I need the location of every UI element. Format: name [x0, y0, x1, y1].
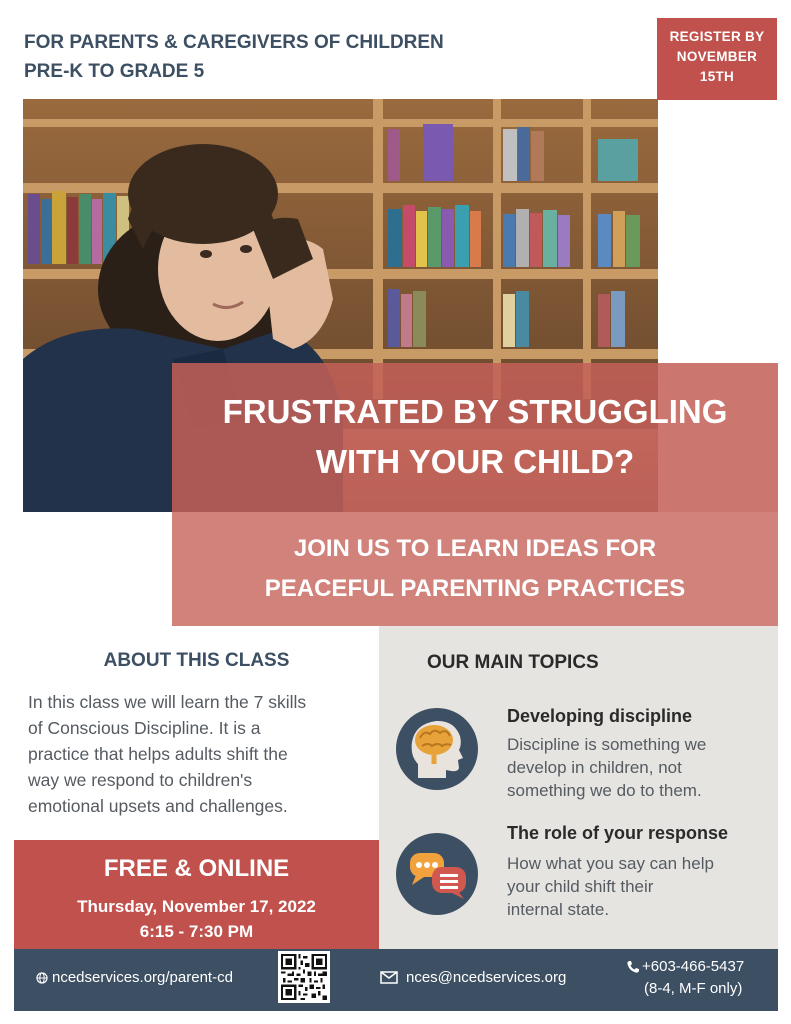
topic-line: develop in children, not [507, 758, 682, 777]
headline-banner [172, 363, 778, 512]
mail-icon [380, 971, 398, 984]
event-date: Thursday, November 17, 2022 [77, 897, 316, 916]
brain-head-icon [396, 708, 478, 790]
website-text: ncedservices.org/parent-cd [52, 969, 233, 986]
topic-heading: Developing discipline [507, 706, 693, 726]
about-line: of Conscious Discipline. It is a [28, 718, 261, 738]
about-description [28, 689, 368, 819]
register-by-badge [657, 18, 777, 100]
topics-panel [379, 626, 778, 949]
topic-line: internal state. [507, 900, 610, 919]
price-format-label: FREE & ONLINE [103, 855, 290, 882]
about-line: emotional upsets and challenges. [28, 796, 288, 816]
email-text: nces@ncedservices.org [406, 969, 567, 986]
register-line-3: 15TH [699, 69, 735, 84]
topics-title: OUR MAIN TOPICS [427, 652, 599, 673]
join-line-2: PEACEFUL PARENTING PRACTICES [264, 575, 686, 602]
event-details-box [14, 840, 379, 949]
topic-line: something we do to them. [507, 781, 702, 800]
about-line: In this class we will learn the 7 skills [28, 692, 307, 712]
about-line: practice that helps adults shift the [28, 744, 288, 764]
join-us-banner [172, 512, 778, 626]
headline-line-2: WITH YOUR CHILD? [315, 443, 635, 480]
topic-line: How what you say can help [507, 854, 714, 873]
topic-line: Discipline is something we [507, 735, 707, 754]
about-title: ABOUT THIS CLASS [103, 650, 290, 671]
join-line-1: JOIN US TO LEARN IDEAS FOR [293, 535, 657, 562]
register-line-2: NOVEMBER [676, 49, 758, 64]
audience-line-2: PRE-K TO GRADE 5 [24, 61, 205, 82]
topic-heading: The role of your response [507, 823, 729, 843]
topic-description [507, 733, 706, 802]
event-time: 6:15 - 7:30 PM [139, 922, 254, 941]
email-link[interactable] [380, 969, 566, 986]
website-link[interactable] [36, 969, 233, 986]
audience-line-1: FOR PARENTS & CAREGIVERS OF CHILDREN [24, 32, 444, 53]
phone-icon [626, 960, 640, 974]
contact-footer [14, 949, 778, 1011]
phone-hours: (8-4, M-F only) [644, 980, 743, 997]
phone-contact[interactable] [626, 956, 744, 1000]
about-line: way we respond to children's [28, 770, 253, 790]
headline-line-1: FRUSTRATED BY STRUGGLING [222, 393, 728, 430]
globe-icon [36, 972, 48, 984]
register-line-1: REGISTER BY [669, 29, 765, 44]
audience-heading [24, 28, 584, 86]
qr-code[interactable] [278, 951, 330, 1003]
speech-bubbles-icon [396, 833, 478, 915]
topic-line: your child shift their [507, 877, 654, 896]
topic-description [507, 852, 714, 921]
phone-number: +603-466-5437 [642, 958, 745, 975]
